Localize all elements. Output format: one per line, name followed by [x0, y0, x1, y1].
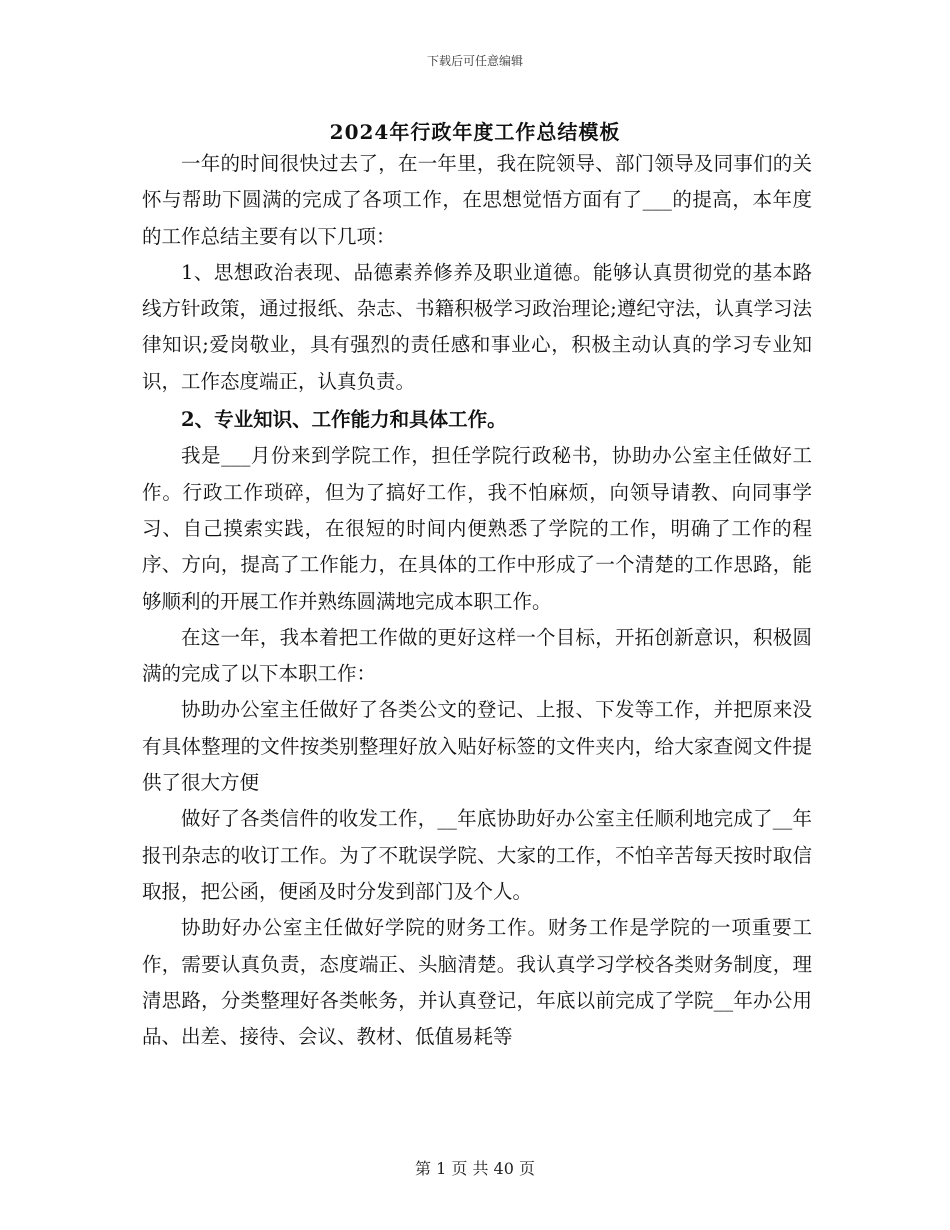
- section-heading-2: 2、专业知识、工作能力和具体工作。: [181, 408, 507, 432]
- document-title: 2024年行政年度工作总结模板: [329, 120, 621, 144]
- page-header-note: 下载后可任意编辑: [426, 54, 523, 68]
- document-body: [142, 146, 812, 1055]
- paragraph-this-year: 在这一年，我本着把工作做的更好这样一个目标，开拓创新意识，积极圆满的完成了以下本职工作：: [142, 625, 812, 686]
- paragraph-finance: 协助好办公室主任做好学院的财务工作。财务工作是学院的一项重要工作，需要认真负责，态度端正、头脑清楚。我认真学习学校各类财务制度，理清思路，分类整理好各类帐务，并认真登记，年底以前完成了学院__年办公用品、出差、接待、会议、教材、低值易耗等: [142, 916, 812, 1049]
- paragraph-section-1: 1、思想政治表现、品德素养修养及职业道德。能够认真贯彻党的基本路线方针政策，通过报纸、杂志、书籍积极学习政治理论;遵纪守法，认真学习法律知识;爱岗敬业，具有强烈的责任感和事业心，积极主动认真的学习专业知识，工作态度端正，认真负责。: [142, 260, 812, 393]
- paragraph-mail: 做好了各类信件的收发工作，__年底协助好办公室主任顺利地完成了__年报刊杂志的收订工作。为了不耽误学院、大家的工作，不怕辛苦每天按时取信取报，把公函，便函及时分发到部门及个人。: [142, 807, 812, 903]
- paragraph-work-start: 我是___月份来到学院工作，担任学院行政秘书，协助办公室主任做好工作。行政工作琐碎，但为了搞好工作，我不怕麻烦，向领导请教、向同事学习、自己摸索实践，在很短的时间内便熟悉了学院的工作，明确了工作的程序、方向，提高了工作能力，在具体的工作中形成了一个清楚的工作思路，能够顺利的开展工作并熟练圆满地完成本职工作。: [142, 444, 812, 613]
- paragraph-intro: 一年的时间很快过去了，在一年里，我在院领导、部门领导及同事们的关怀与帮助下圆满的完成了各项工作，在思想觉悟方面有了___的提高，本年度的工作总结主要有以下几项：: [142, 152, 812, 248]
- paragraph-documents: 协助办公室主任做好了各类公文的登记、上报、下发等工作，并把原来没有具体整理的文件按类别整理好放入贴好标签的文件夹内，给大家查阅文件提供了很大方便: [142, 698, 812, 795]
- page-number: 第 1 页 共 40 页: [415, 1159, 535, 1178]
